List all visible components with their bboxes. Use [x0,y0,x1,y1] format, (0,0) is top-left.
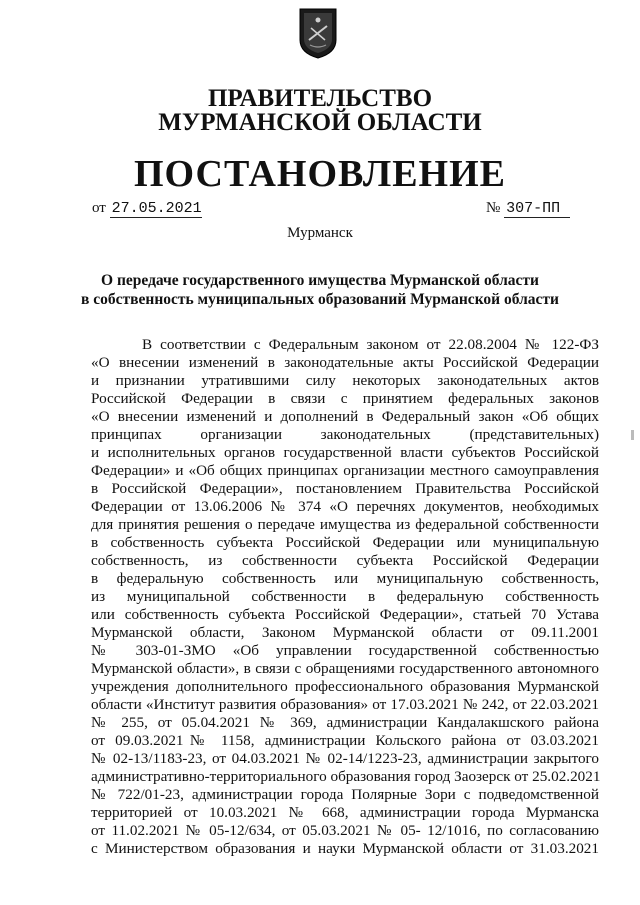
body-text-line: от 11.02.2021 № 05-12/634, от 05.03.2021 № 05- 12/1016, по согласованию [91,822,599,839]
body-text-line: области «Институт развития образования» от 17.03.2021 № 242, от 22.03.2021 [91,696,599,713]
body-text-line: из муниципальной собственности в федеральную собственность [91,588,599,605]
body-text-line: № 02-13/1183-23, от 04.03.2021 № 02-14/1223-23, администрации закрытого [91,750,599,767]
organization-name-line1: ПРАВИТЕЛЬСТВО [207,85,433,112]
number-value: 307-ПП [506,200,561,217]
body-text-line: Мурманской области, Законом Мурманской области от 09.11.2001 [91,624,599,641]
body-text-line: Федерации» и «Об общих принципах организации местного самоуправления [91,462,599,479]
scan-margin-mark [631,430,634,440]
body-text-line: и признании утратившими силу некоторых законодательных актов [91,372,599,389]
coat-of-arms-icon [297,6,339,60]
body-text-line: «О внесении изменений и дополнений в Федеральный закон «Об общих [91,408,599,425]
body-text-line: «О внесении изменений в законодательные акты Российской Федерации [91,354,599,371]
body-text-line: принципах организации законодательных (представительных) [91,426,599,443]
body-text-line: В соответствии с Федеральным законом от 22.08.2004 № 122-ФЗ [142,336,599,353]
body-text-line: от 09.03.2021№ 1158, администрации Кольского района от 03.03.2021 [91,732,599,749]
body-text-line: учреждения дополнительного профессионального образования Мурманской [91,678,599,695]
document-date [92,200,202,218]
number-prefix: № [486,200,501,216]
body-text-line: административно-территориального образования город Заозерск от 25.02.2021 [91,768,601,785]
subject-line2: в собственность муниципальных образований Мурманской области [81,291,559,308]
body-text-line: территорией от 10.03.2021 № 668, администрации города Мурманска [91,804,599,821]
body-text-line: № 303-01-ЗМО «Об управлении государственной собственностью [91,642,599,659]
body-text-line: или собственность субъекта Российской Федерации», статьей 70 Устава [91,606,599,623]
document-type-title: ПОСТАНОВЛЕНИЕ [133,153,507,195]
body-text-line: Федерации от 13.06.2006 № 374 «О перечнях документов, необходимых [91,498,599,515]
document-number [486,200,570,218]
body-text-line: в собственность субъекта Российской Федерации или муниципальную [91,534,599,551]
body-text-line: Российской Федерации в связи с принятием федеральных законов [91,390,599,407]
body-text-line: собственность, из собственности субъекта Российской Федерации [91,552,599,569]
body-text-line: № 722/01-23, администрации города Полярные Зори с подведомственной [91,786,599,803]
body-text-line: № 255, от 05.04.2021 № 369, администрации Кандалакшского района [91,714,599,731]
date-prefix: от [92,200,106,216]
body-text-line: в федеральную собственность или муниципальную собственность, [91,570,599,587]
subject-line1: О передаче государственного имущества Мурманской области [101,272,539,289]
body-text-line: в Российской Федерации», постановлением Правительства Российской [91,480,599,497]
document-body [91,336,599,858]
body-text-line: Мурманской области», в связи с обращениями государственного автономного [91,660,599,677]
body-text-line: с Министерством образования и науки Мурманской области от 31.03.2021 [91,840,599,857]
body-text-line: для принятия решения о передаче имущества из федеральной собственности [91,516,599,533]
body-text-line: и исполнительных органов государственной власти субъектов Российской [91,444,599,461]
organization-name-line2: МУРМАНСКОЙ ОБЛАСТИ [158,109,482,136]
city-name: Мурманск [287,225,353,241]
date-value: 27.05.2021 [111,200,202,217]
